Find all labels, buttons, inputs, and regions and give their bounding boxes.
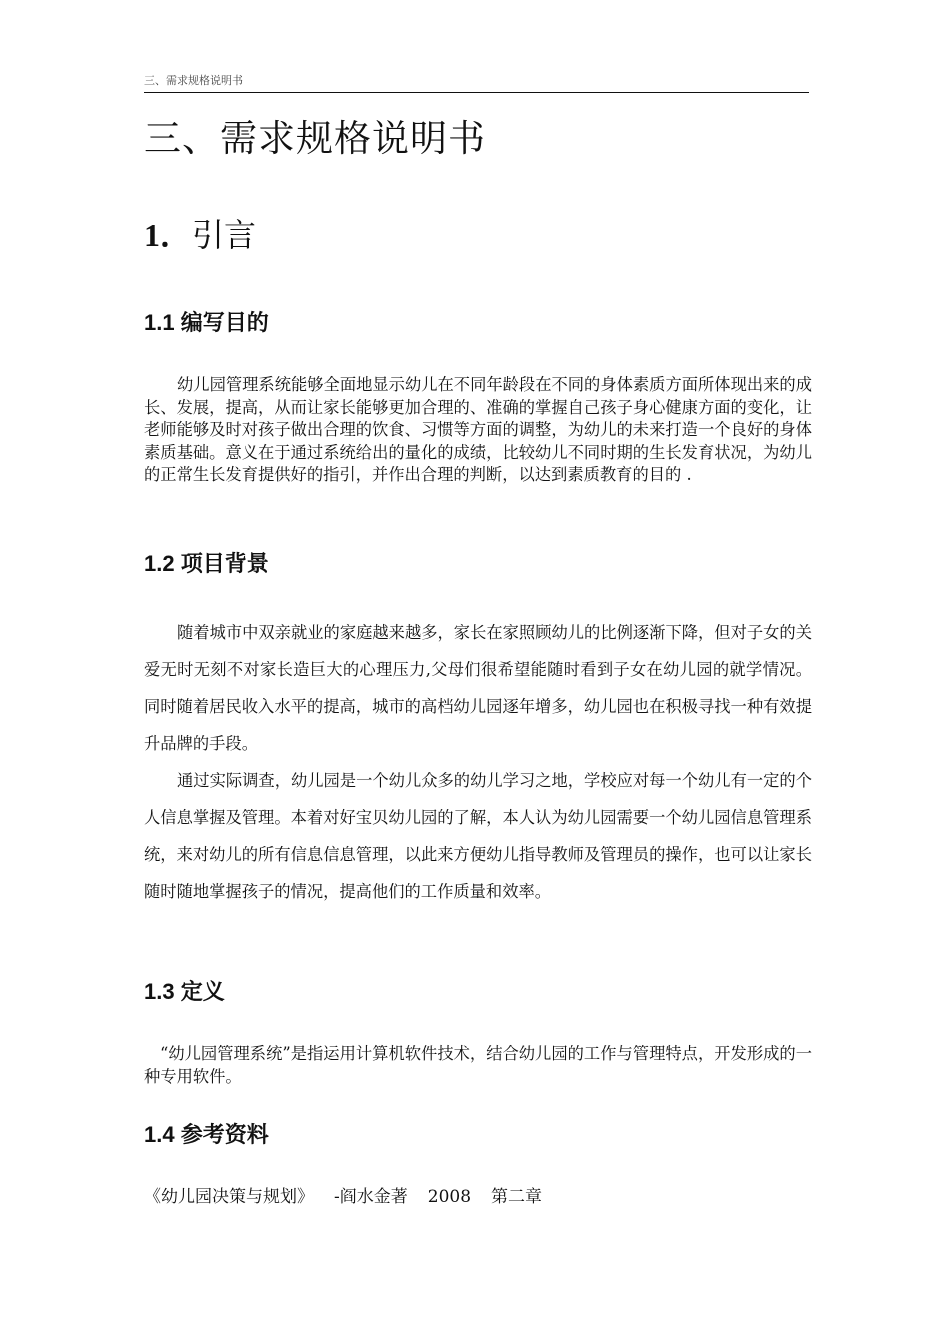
reference-year: 2008 xyxy=(427,1187,472,1207)
reference-book: 《幼儿园决策与规划》 xyxy=(144,1187,314,1207)
subsection-heading-purpose: 1.1 编写目的 xyxy=(144,310,269,335)
background-paragraph-2: 通过实际调查，幼儿园是一个幼儿众多的幼儿学习之地，学校应对每一个幼儿有一定的个人信息掌握及管理。本着对好宝贝幼儿园的了解，本人认为幼儿园需要一个幼儿园信息管理系统，来对幼儿的所有信息信息管理，以此来方便幼儿指导教师及管理员的操作，也可以让家长随时随地掌握孩子的情况，提高他们的工作质量和效率。 xyxy=(144,771,812,901)
subsection-heading-definition: 1.3 定义 xyxy=(144,979,225,1004)
section-heading-introduction xyxy=(144,210,256,256)
section-number: 1． xyxy=(144,217,193,253)
background-paragraph-1: 随着城市中双亲就业的家庭越来越多，家长在家照顾幼儿的比例逐渐下降，但对子女的关爱无时无刻不对家长造巨大的心理压力,父母们很希望能随时看到子女在幼儿园的就学情况。同时随着居民收入水平的提高，城市的高档幼儿园逐年增多，幼儿园也在积极寻找一种有效提升品牌的手段。 xyxy=(144,623,812,753)
section-title: 引言 xyxy=(192,216,257,254)
subsection-heading-references: 1.4 参考资料 xyxy=(144,1122,269,1147)
reference-chapter: 第二章 xyxy=(491,1187,543,1207)
running-header: 三、需求规格说明书 xyxy=(144,72,809,93)
purpose-paragraph: 幼儿园管理系统能够全面地显示幼儿在不同年龄段在不同的身体素质方面所体现出来的成长、发展，提高，从而让家长能够更加合理的、准确的掌握自己孩子身心健康方面的变化，让老师能够及时对孩子做出合理的饮食、习惯等方面的调整，为幼儿的未来打造一个良好的身体素质基础。意义在于通过系统给出的量化的成绩，比较幼儿不同时期的生长发育状况，为幼儿的正常生长发育提供好的指引，并作出合理的判断，以达到素质教育的目的 . xyxy=(144,375,812,484)
definition-paragraph: “幼儿园管理系统”是指运用计算机软件技术，结合幼儿园的工作与管理特点，开发形成的一种专用软件。 xyxy=(144,1044,812,1086)
document-title: 三、需求规格说明书 xyxy=(144,117,486,160)
reference-author: -阎水金著 xyxy=(334,1187,408,1207)
reference-entry xyxy=(144,1182,562,1207)
subsection-heading-background: 1.2 项目背景 xyxy=(144,551,269,576)
